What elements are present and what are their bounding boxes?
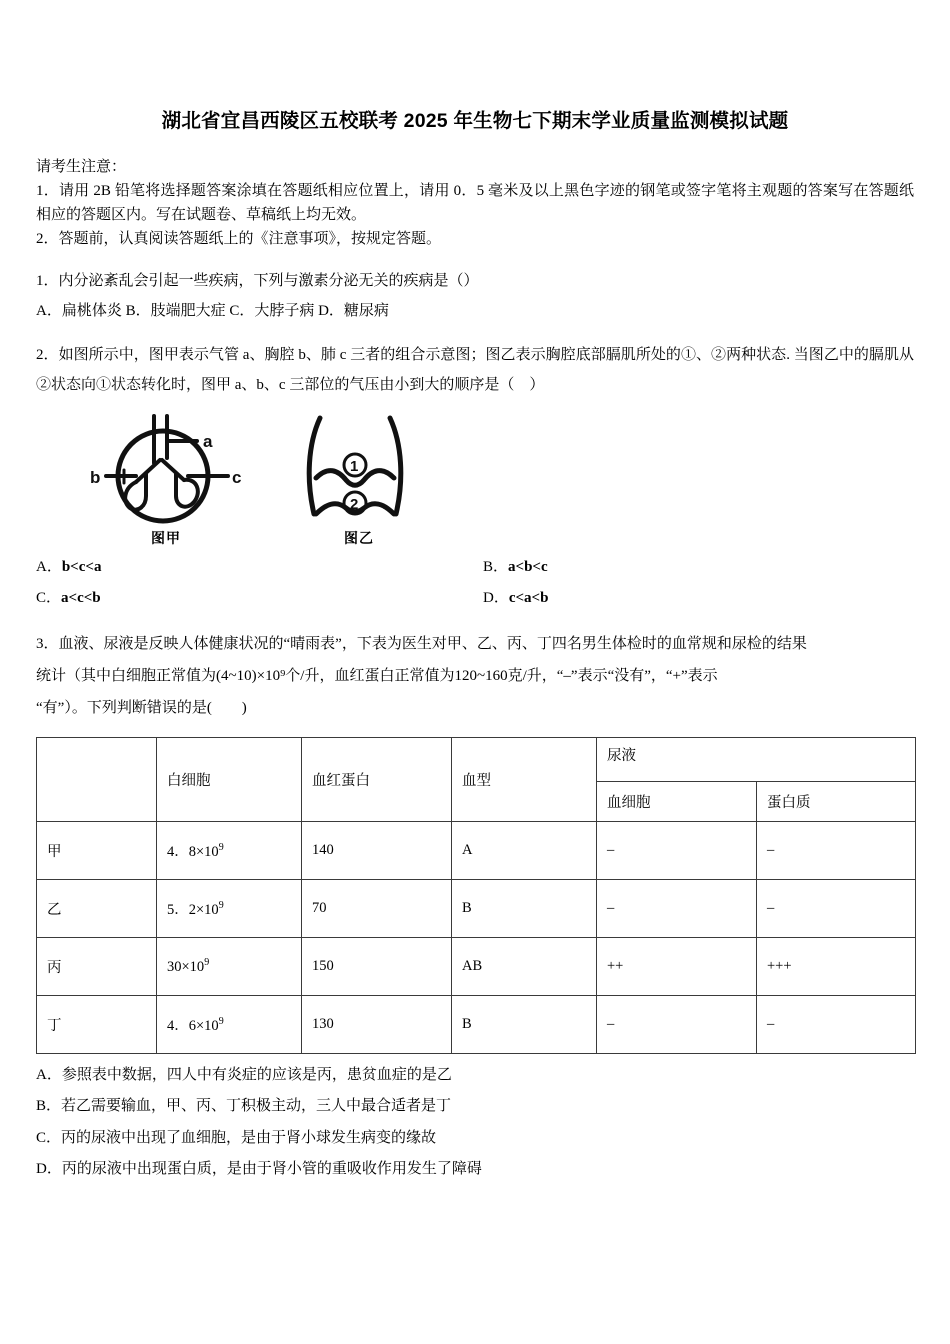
table-header-blood-type: 血型 (452, 737, 597, 821)
row-urine-protein: – (757, 995, 916, 1053)
figure-yi-label-1: 1 (350, 457, 359, 475)
question-3-stem-line-2: 统计（其中白细胞正常值为(4~10)×10⁹个/升，血红蛋白正常值为120~160克/升，“–”表示“没有”，“+”表示 (36, 667, 718, 684)
row-urine-protein: +++ (757, 937, 916, 995)
row-wbc-exponent: 9 (204, 956, 210, 968)
row-name: 甲 (37, 821, 157, 879)
row-blood-type: B (452, 879, 597, 937)
row-wbc-mantissa: 4．6×10 (167, 1017, 219, 1034)
figure-yi (294, 408, 424, 548)
row-urine-cells: – (597, 821, 757, 879)
question-3-option-a (36, 1060, 914, 1092)
row-hemoglobin: 130 (302, 995, 452, 1053)
figure-jia-caption: 图甲 (151, 529, 181, 546)
table-row (37, 995, 916, 1053)
figure-yi-drawing (294, 408, 424, 526)
row-urine-cells: – (597, 879, 757, 937)
question-3-option-c-label: C． (36, 1129, 62, 1146)
question-3-option-b (36, 1091, 914, 1123)
row-urine-cells: – (597, 995, 757, 1053)
question-2-option-b-label: B． (483, 558, 509, 575)
table-corner-cell (37, 737, 157, 821)
question-2-option-d-text: c<a<b (508, 590, 549, 607)
table-header-urine-protein: 蛋白质 (757, 781, 916, 821)
row-wbc (157, 937, 302, 995)
question-3-options (36, 1060, 914, 1186)
table-header-hemoglobin: 血红蛋白 (302, 737, 452, 821)
table-header-wbc: 白细胞 (157, 737, 302, 821)
question-2-options-row-2 (36, 583, 914, 615)
row-wbc (157, 879, 302, 937)
question-2-option-d (475, 583, 914, 615)
question-1-stem: 1．内分泌紊乱会引起一些疾病，下列与激素分泌无关的疾病是（） (36, 272, 479, 289)
row-urine-cells: ++ (597, 937, 757, 995)
row-hemoglobin: 150 (302, 937, 452, 995)
table-row (37, 879, 916, 937)
question-3-option-c (36, 1123, 914, 1155)
question-3-stem-line-1: 3．血液、尿液是反映人体健康状况的“晴雨表”，下表为医生对甲、乙、丙、丁四名男生体检时的血常规和尿检的结果 (36, 635, 807, 652)
row-wbc (157, 821, 302, 879)
row-wbc (157, 995, 302, 1053)
question-2-option-a-text: b<c<a (61, 558, 102, 575)
row-hemoglobin: 70 (302, 879, 452, 937)
question-1-options: A．扁桃体炎 B．肢端肥大症 C．大脖子病 D．糖尿病 (36, 302, 389, 319)
row-wbc-mantissa: 30×10 (167, 958, 205, 975)
question-3-option-a-label: A． (36, 1066, 62, 1083)
row-wbc-exponent: 9 (218, 899, 224, 911)
question-3-option-b-label: B． (36, 1098, 62, 1115)
question-2-option-b (475, 552, 914, 584)
row-wbc-mantissa: 4．8×10 (167, 843, 219, 860)
row-name: 丁 (37, 995, 157, 1053)
question-2-option-c (36, 583, 475, 615)
figure-jia-label-a: a (203, 431, 213, 451)
row-hemoglobin: 140 (302, 821, 452, 879)
figure-jia-drawing (66, 408, 266, 526)
blood-urine-results-table (36, 737, 916, 1054)
question-3-option-c-text: 丙的尿液中出现了血细胞，是由于肾小球发生病变的缘故 (61, 1129, 437, 1146)
question-2-option-c-label: C． (36, 590, 62, 607)
question-3-option-d (36, 1154, 914, 1186)
document-body (0, 156, 950, 1185)
table-header-row-1 (37, 737, 916, 781)
table-header-urine-group: 尿液 (597, 737, 916, 781)
row-blood-type: AB (452, 937, 597, 995)
question-3-option-d-text: 丙的尿液中出现蛋白质，是由于肾小管的重吸收作用发生了障碍 (61, 1161, 482, 1178)
figure-jia-label-b: b (90, 467, 101, 487)
question-2-option-a (36, 552, 475, 584)
table-header-urine-cells: 血细胞 (597, 781, 757, 821)
figure-yi-label-2: 2 (350, 495, 359, 513)
row-name: 丙 (37, 937, 157, 995)
table-row (37, 821, 916, 879)
question-3-option-a-text: 参照表中数据，四人中有炎症的应该是丙，患贫血症的是乙 (61, 1066, 452, 1083)
notice-line-1: 1．请用 2B 铅笔将选择题答案涂填在答题纸相应位置上，请用 0．5 毫米及以上黑色字迹的钢笔或签字笔将主观题的答案写在答题纸相应的答题区内。写在试题卷、草稿纸上均无效。 (36, 182, 914, 224)
row-blood-type: A (452, 821, 597, 879)
question-3-option-d-label: D． (36, 1161, 62, 1178)
row-name: 乙 (37, 879, 157, 937)
row-wbc-mantissa: 5．2×10 (167, 901, 219, 918)
row-urine-protein: – (757, 879, 916, 937)
row-wbc-exponent: 9 (218, 841, 224, 853)
question-2-option-b-text: a<b<c (508, 558, 548, 575)
notice-line-2: 2．答题前，认真阅读答题纸上的《注意事项》，按规定答题。 (36, 231, 442, 248)
row-urine-protein: – (757, 821, 916, 879)
figure-jia (66, 408, 266, 548)
question-2-option-c-text: a<c<b (61, 590, 101, 607)
notice-heading: 请考生注意： (36, 159, 127, 176)
question-2-options-row-1 (36, 552, 914, 584)
table-row (37, 937, 916, 995)
row-wbc-exponent: 9 (218, 1015, 224, 1027)
question-2-option-d-label: D． (483, 590, 509, 607)
question-3-stem-line-3: “有”）。下列判断错误的是( ) (36, 699, 247, 716)
row-blood-type: B (452, 995, 597, 1053)
question-2-option-a-label: A． (36, 558, 62, 575)
question-2-figure (36, 408, 914, 548)
question-3-option-b-text: 若乙需要输血，甲、丙、丁积极主动，三人中最合适者是丁 (61, 1098, 452, 1115)
figure-yi-caption: 图乙 (344, 529, 374, 546)
question-2-stem: 2．如图所示中，图甲表示气管 a、胸腔 b、肺 c 三者的组合示意图；图乙表示胸腔底部膈肌所处的①、②两种状态. 当图乙中的膈肌从②状态向①状态转化时，图甲 a、b、c 三部位的气压由小到大的顺序是（ ） (36, 346, 914, 393)
figure-jia-label-c: c (232, 467, 242, 487)
page-title: 湖北省宜昌西陵区五校联考 2025 年生物七下期末学业质量监测模拟试题 (161, 110, 789, 132)
